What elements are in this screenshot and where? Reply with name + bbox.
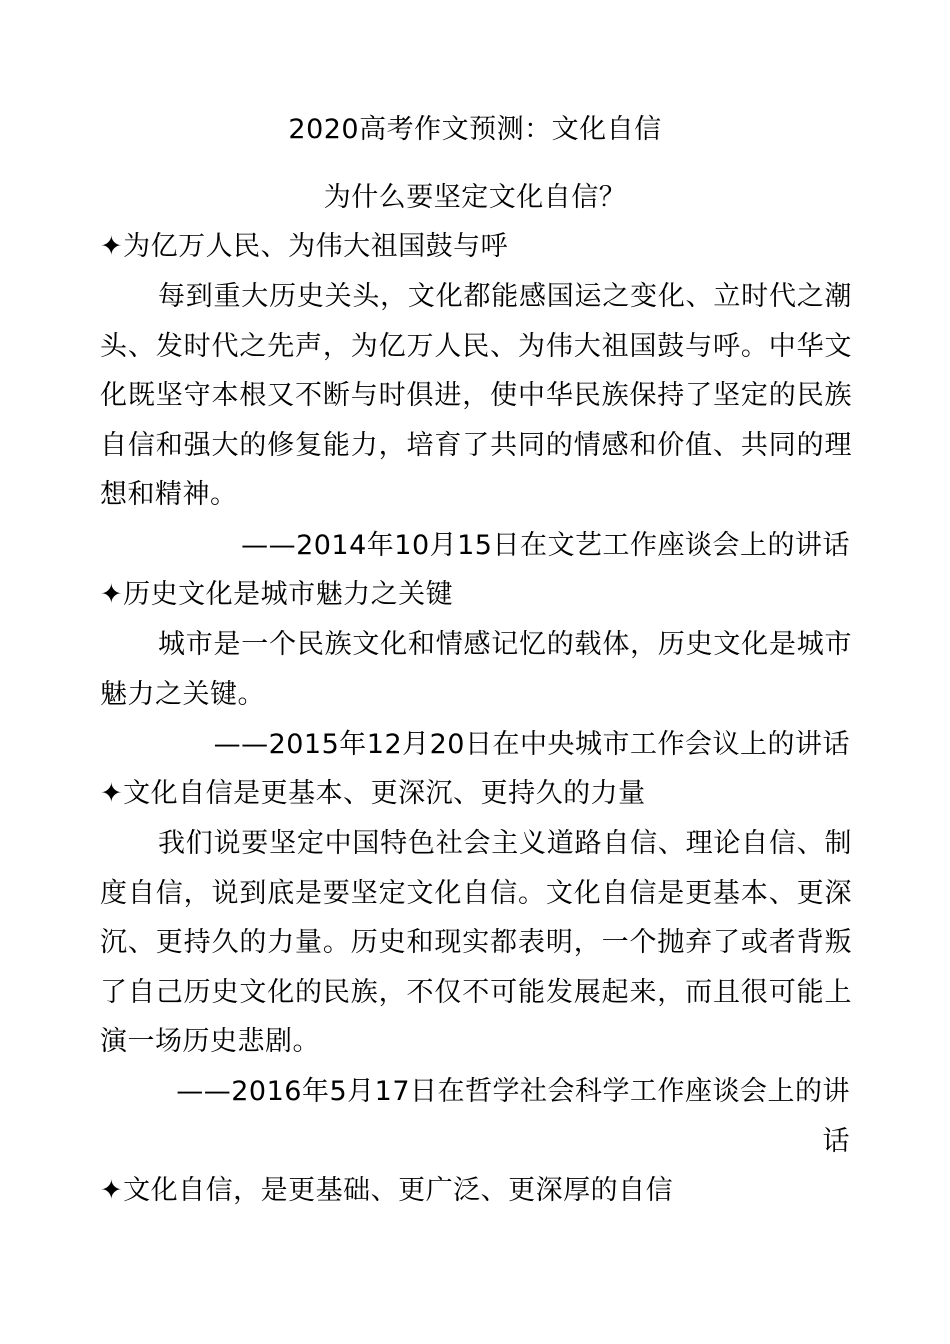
section-body: 我们说要坚定中国特色社会主义道路自信、理论自信、制度自信，说到底是要坚定文化自信。文化自信是更基本、更深沉、更持久的力量。历史和现实都表明，一个抛弃了或者背叛了自己历史文化的民族，不仅不可能发展起来，而且很可能上演一场历史悲剧。 xyxy=(100,828,852,1057)
document-subtitle: 为什么要坚定文化自信？ xyxy=(323,182,627,213)
section-heading: ✦历史文化是城市魅力之关键 xyxy=(100,579,454,610)
section-body: 每到重大历史关头，文化都能感国运之变化、立时代之潮头、发时代之先声，为亿万人民、为伟大祖国鼓与呼。中华文化既坚守本根又不断与时俱进，使中华民族保持了坚定的民族自信和强大的修复能力，培育了共同的情感和价值、共同的理想和精神。 xyxy=(100,281,852,510)
section-source: ——2014年10月15日在文艺工作座谈会上的讲话 xyxy=(241,530,850,561)
section-source-continued: 话 xyxy=(822,1126,850,1157)
section-heading: ✦文化自信是更基本、更深沉、更持久的力量 xyxy=(100,778,646,809)
section-heading: ✦为亿万人民、为伟大祖国鼓与呼 xyxy=(100,231,509,262)
section-heading: ✦文化自信，是更基础、更广泛、更深厚的自信 xyxy=(100,1175,674,1206)
section-source: ——2015年12月20日在中央城市工作会议上的讲话 xyxy=(213,729,850,760)
section-source: ——2016年5月17日在哲学社会科学工作座谈会上的讲 xyxy=(176,1076,850,1107)
document-title: 2020高考作文预测：文化自信 xyxy=(288,114,662,145)
section-body: 城市是一个民族文化和情感记忆的载体，历史文化是城市魅力之关键。 xyxy=(100,629,852,710)
